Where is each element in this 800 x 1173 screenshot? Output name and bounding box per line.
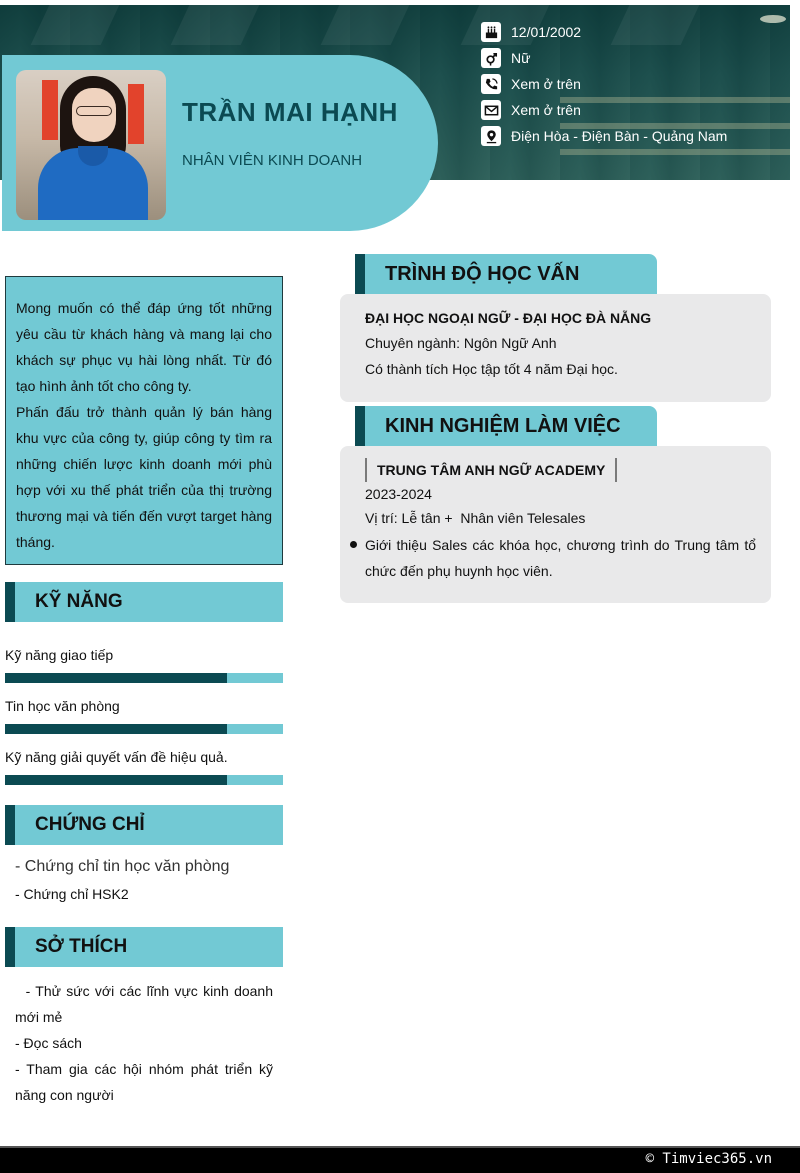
contact-email (481, 97, 727, 123)
certificate-item: - Chứng chỉ HSK2 (15, 886, 129, 902)
contact-birthday (481, 19, 727, 45)
skill-level-fill (5, 724, 227, 734)
skill-level-bar (5, 724, 283, 734)
hobby-item: - Thử sức với các lĩnh vực kinh doanh mới mẻ (15, 983, 277, 1025)
skill-level-fill (5, 775, 227, 785)
job-title: NHÂN VIÊN KINH DOANH (182, 152, 363, 169)
experience-panel (340, 446, 771, 603)
candidate-name: TRẦN MAI HẠNH (182, 97, 398, 127)
certificates-heading (5, 805, 283, 845)
education-major: Chuyên ngành: Ngôn Ngữ Anh (365, 335, 557, 351)
hobbies-heading (5, 927, 283, 967)
gender-icon (481, 48, 501, 68)
contact-list (481, 19, 727, 149)
education-achievement: Có thành tích Học tập tốt 4 năm Đại học. (365, 361, 618, 377)
contact-address (481, 123, 727, 149)
duty-item (350, 532, 756, 584)
phone-icon (481, 74, 501, 94)
skill-label: Kỹ năng giải quyết vấn đề hiệu quả. (5, 749, 228, 765)
contact-text: 12/01/2002 (511, 24, 582, 40)
skills-heading (5, 582, 283, 622)
skill-label: Tin học văn phòng (5, 698, 120, 714)
avatar (16, 70, 166, 220)
contact-text: Nữ (511, 50, 531, 66)
envelope-icon (481, 100, 501, 120)
contact-gender (481, 45, 727, 71)
experience-period: 2023-2024 (365, 486, 432, 502)
section-title: SỞ THÍCH (35, 936, 128, 957)
location-pin-icon (481, 126, 501, 146)
school-name: ĐẠI HỌC NGOẠI NGỮ - ĐẠI HỌC ĐÀ NẴNG (365, 310, 652, 326)
objective-paragraph: Mong muốn có thể đáp ứng tốt những yêu cầu từ khách hàng và mang lại cho khách sự phục vụ hài lòng nhất. Từ đó tạo hình ảnh tốt cho công ty. (16, 300, 272, 394)
skill-label: Kỹ năng giao tiếp (5, 647, 114, 663)
contact-text: Xem ở trên (511, 102, 581, 118)
career-objective (5, 276, 283, 565)
contact-phone (481, 71, 727, 97)
footer (0, 1146, 800, 1173)
bullet-icon (350, 541, 357, 548)
section-title: KINH NGHIỆM LÀM VIỆC (385, 415, 621, 437)
section-title: TRÌNH ĐỘ HỌC VẤN (385, 263, 580, 285)
skill-level-bar (5, 775, 283, 785)
hobby-item: - Đọc sách (15, 1035, 82, 1051)
objective-paragraph: Phấn đấu trở thành quản lý bán hàng khu vực của công ty, giúp công ty tìm ra những chiến lược kinh doanh mới phù hợp với xu thế phát triển của thị trường thương mại và tiến đến vượt target hàng tháng. (16, 404, 272, 550)
skill-level-bar (5, 673, 283, 683)
hobbies-list (15, 978, 277, 1108)
contact-text: Điện Hòa - Điện Bàn - Quảng Nam (511, 128, 728, 144)
company-name: TRUNG TÂM ANH NGỮ ACADEMY (365, 458, 617, 482)
education-heading (355, 254, 657, 294)
experience-position: Vị trí: Lễ tân + Nhân viên Telesales (365, 510, 586, 526)
experience-heading (355, 406, 657, 446)
duty-text: Giới thiệu Sales các khóa học, chương trình do Trung tâm tổ chức đến phụ huynh học viên. (365, 537, 756, 579)
hobby-item: - Tham gia các hội nhóm phát triển kỹ năng con người (15, 1061, 273, 1103)
certificate-item: - Chứng chỉ tin học văn phòng (15, 858, 230, 875)
skill-level-fill (5, 673, 227, 683)
education-panel (340, 294, 771, 402)
footer-copyright: © Timviec365.vn (645, 1151, 772, 1167)
contact-text: Xem ở trên (511, 76, 581, 92)
section-title: KỸ NĂNG (35, 591, 123, 612)
birthday-cake-icon (481, 22, 501, 42)
section-title: CHỨNG CHỈ (35, 814, 145, 835)
